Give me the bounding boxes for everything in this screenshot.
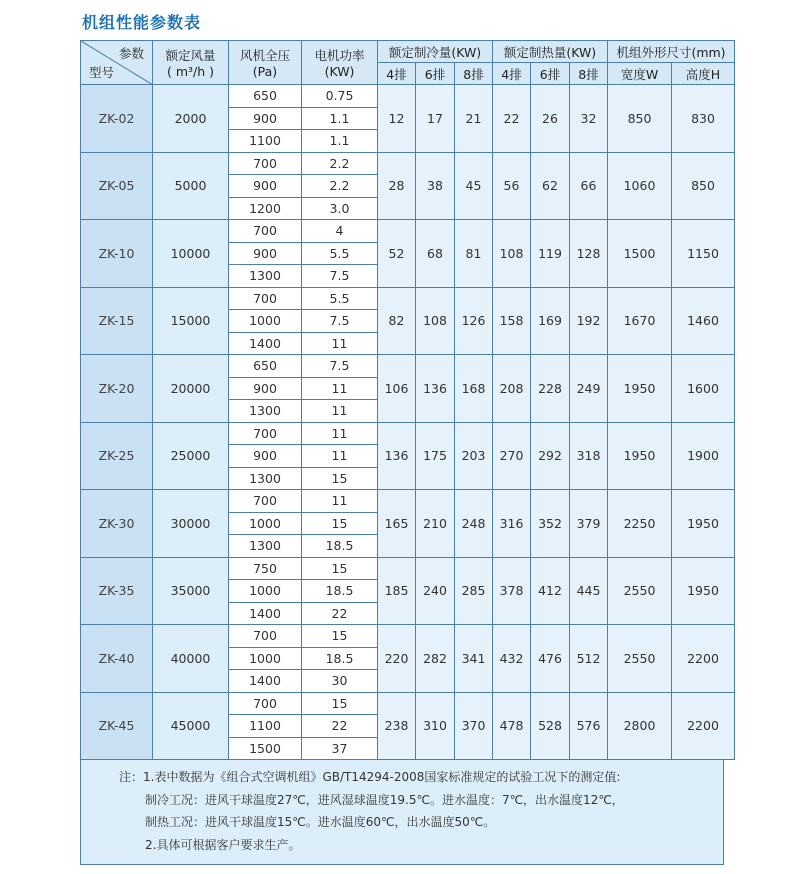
heating-cell: 318: [570, 422, 608, 490]
airflow-cell: 40000: [153, 625, 229, 693]
header-heating-4rows: 4排: [493, 63, 531, 85]
cooling-cell: 81: [455, 220, 493, 288]
motor-power-cell: 1.1: [302, 130, 378, 153]
cooling-cell: 341: [455, 625, 493, 693]
heating-cell: 379: [570, 490, 608, 558]
heating-cell: 270: [493, 422, 531, 490]
header-pressure: [229, 41, 302, 85]
header-heating-6rows: 6排: [531, 63, 570, 85]
height-cell: 2200: [672, 625, 735, 693]
cooling-cell: 238: [378, 692, 416, 760]
height-cell: 850: [672, 152, 735, 220]
motor-power-cell: 37: [302, 737, 378, 760]
note-line-1: 注：1.表中数据为《组合式空调机组》GB/T14294-2008国家标准规定的试验工况下的测定值:: [119, 770, 621, 784]
airflow-cell: 2000: [153, 85, 229, 153]
pressure-cell: 1400: [229, 332, 302, 355]
cooling-cell: 45: [455, 152, 493, 220]
pressure-cell: 1300: [229, 467, 302, 490]
heating-cell: 56: [493, 152, 531, 220]
heating-cell: 378: [493, 557, 531, 625]
cooling-cell: 185: [378, 557, 416, 625]
pressure-cell: 700: [229, 490, 302, 513]
pressure-cell: 1100: [229, 130, 302, 153]
header-motor-label: 电机功率: [314, 48, 365, 63]
motor-power-cell: 11: [302, 332, 378, 355]
cooling-cell: 106: [378, 355, 416, 423]
cooling-cell: 220: [378, 625, 416, 693]
heating-cell: 128: [570, 220, 608, 288]
motor-power-cell: 11: [302, 377, 378, 400]
height-cell: 1900: [672, 422, 735, 490]
width-cell: 1500: [608, 220, 672, 288]
heating-cell: 528: [531, 692, 570, 760]
cooling-cell: 240: [416, 557, 455, 625]
heating-cell: 576: [570, 692, 608, 760]
header-pressure-label: 风机全压: [239, 48, 290, 63]
width-cell: 1950: [608, 422, 672, 490]
heating-cell: 412: [531, 557, 570, 625]
pressure-cell: 1500: [229, 737, 302, 760]
pressure-cell: 1000: [229, 310, 302, 333]
width-cell: 1060: [608, 152, 672, 220]
pressure-cell: 900: [229, 175, 302, 198]
table-row: [81, 625, 735, 648]
header-dimension: 机组外形尺寸(mm): [608, 41, 735, 63]
heating-cell: 445: [570, 557, 608, 625]
model-cell: ZK-15: [81, 287, 153, 355]
cooling-cell: 248: [455, 490, 493, 558]
corner-label-model: 型号: [89, 65, 115, 80]
motor-power-cell: 30: [302, 670, 378, 693]
table-row: [81, 422, 735, 445]
table-row: [81, 152, 735, 175]
heating-cell: 22: [493, 85, 531, 153]
width-cell: 1670: [608, 287, 672, 355]
model-cell: ZK-20: [81, 355, 153, 423]
airflow-cell: 30000: [153, 490, 229, 558]
height-cell: 1950: [672, 490, 735, 558]
motor-power-cell: 2.2: [302, 152, 378, 175]
table-row: [81, 220, 735, 243]
table-header: [81, 41, 735, 85]
pressure-cell: 700: [229, 220, 302, 243]
motor-power-cell: 11: [302, 445, 378, 468]
heating-cell: 352: [531, 490, 570, 558]
model-cell: ZK-02: [81, 85, 153, 153]
cooling-cell: 21: [455, 85, 493, 153]
heating-cell: 108: [493, 220, 531, 288]
motor-power-cell: 15: [302, 692, 378, 715]
heating-cell: 432: [493, 625, 531, 693]
heating-cell: 208: [493, 355, 531, 423]
height-cell: 1460: [672, 287, 735, 355]
motor-power-cell: 22: [302, 715, 378, 738]
airflow-cell: 45000: [153, 692, 229, 760]
spec-table: [80, 40, 735, 760]
heating-cell: 169: [531, 287, 570, 355]
motor-power-cell: 0.75: [302, 85, 378, 108]
cooling-cell: 126: [455, 287, 493, 355]
header-motor: [302, 41, 378, 85]
motor-power-cell: 3.0: [302, 197, 378, 220]
header-cooling-6rows: 6排: [416, 63, 455, 85]
heating-cell: 158: [493, 287, 531, 355]
motor-power-cell: 15: [302, 467, 378, 490]
pressure-cell: 900: [229, 377, 302, 400]
motor-power-cell: 18.5: [302, 535, 378, 558]
note-line-2: 制冷工况：进风干球温度27℃，进风湿球温度19.5℃。进水温度：7℃，出水温度12℃，: [145, 792, 624, 807]
pressure-cell: 700: [229, 287, 302, 310]
heating-cell: 478: [493, 692, 531, 760]
heating-cell: 476: [531, 625, 570, 693]
height-cell: 1150: [672, 220, 735, 288]
cooling-cell: 310: [416, 692, 455, 760]
cooling-cell: 175: [416, 422, 455, 490]
heating-cell: 66: [570, 152, 608, 220]
height-cell: 1950: [672, 557, 735, 625]
table-row: [81, 490, 735, 513]
pressure-cell: 1300: [229, 400, 302, 423]
airflow-cell: 5000: [153, 152, 229, 220]
heating-cell: 62: [531, 152, 570, 220]
heating-cell: 32: [570, 85, 608, 153]
heating-cell: 512: [570, 625, 608, 693]
page-title: 机组性能参数表: [82, 13, 202, 32]
header-pressure-unit: (Pa): [252, 64, 278, 79]
header-airflow: [153, 41, 229, 85]
motor-power-cell: 11: [302, 490, 378, 513]
header-motor-unit: (KW): [324, 64, 355, 79]
heating-cell: 192: [570, 287, 608, 355]
notes-section: [80, 760, 724, 865]
pressure-cell: 700: [229, 692, 302, 715]
header-airflow-unit: ( m³/h ): [166, 64, 215, 79]
pressure-cell: 900: [229, 445, 302, 468]
heating-cell: 228: [531, 355, 570, 423]
cooling-cell: 210: [416, 490, 455, 558]
table-row: [81, 557, 735, 580]
heating-cell: 316: [493, 490, 531, 558]
motor-power-cell: 15: [302, 512, 378, 535]
pressure-cell: 700: [229, 152, 302, 175]
header-cooling: 额定制冷量(KW): [378, 41, 493, 63]
pressure-cell: 1400: [229, 670, 302, 693]
cooling-cell: 68: [416, 220, 455, 288]
width-cell: 1950: [608, 355, 672, 423]
cooling-cell: 28: [378, 152, 416, 220]
header-airflow-label: 额定风量: [165, 48, 216, 63]
width-cell: 2550: [608, 557, 672, 625]
cooling-cell: 203: [455, 422, 493, 490]
motor-power-cell: 7.5: [302, 355, 378, 378]
note-line-4: 2.具体可根据客户要求生产。: [145, 837, 301, 852]
model-cell: ZK-45: [81, 692, 153, 760]
pressure-cell: 750: [229, 557, 302, 580]
motor-power-cell: 4: [302, 220, 378, 243]
airflow-cell: 15000: [153, 287, 229, 355]
cooling-cell: 165: [378, 490, 416, 558]
heating-cell: 119: [531, 220, 570, 288]
cooling-cell: 282: [416, 625, 455, 693]
cooling-cell: 52: [378, 220, 416, 288]
model-cell: ZK-40: [81, 625, 153, 693]
header-height: 高度H: [672, 63, 735, 85]
cooling-cell: 370: [455, 692, 493, 760]
cooling-cell: 17: [416, 85, 455, 153]
model-cell: ZK-30: [81, 490, 153, 558]
width-cell: 2800: [608, 692, 672, 760]
airflow-cell: 25000: [153, 422, 229, 490]
motor-power-cell: 5.5: [302, 287, 378, 310]
pressure-cell: 1100: [229, 715, 302, 738]
airflow-cell: 10000: [153, 220, 229, 288]
cooling-cell: 285: [455, 557, 493, 625]
pressure-cell: 900: [229, 107, 302, 130]
motor-power-cell: 22: [302, 602, 378, 625]
header-heating: 额定制热量(KW): [493, 41, 608, 63]
note-line-3: 制热工况：进风干球温度15℃。进水温度60℃，出水温度50℃。: [145, 815, 496, 829]
pressure-cell: 1000: [229, 580, 302, 603]
width-cell: 2250: [608, 490, 672, 558]
airflow-cell: 35000: [153, 557, 229, 625]
pressure-cell: 700: [229, 422, 302, 445]
height-cell: 2200: [672, 692, 735, 760]
table-row: [81, 355, 735, 378]
model-cell: ZK-35: [81, 557, 153, 625]
cooling-cell: 38: [416, 152, 455, 220]
heating-cell: 292: [531, 422, 570, 490]
model-cell: ZK-10: [81, 220, 153, 288]
table-row: [81, 85, 735, 108]
height-cell: 1600: [672, 355, 735, 423]
cooling-cell: 108: [416, 287, 455, 355]
width-cell: 850: [608, 85, 672, 153]
corner-label-params: 参数: [118, 46, 144, 61]
heating-cell: 249: [570, 355, 608, 423]
pressure-cell: 700: [229, 625, 302, 648]
model-cell: ZK-05: [81, 152, 153, 220]
motor-power-cell: 11: [302, 422, 378, 445]
pressure-cell: 1400: [229, 602, 302, 625]
motor-power-cell: 15: [302, 557, 378, 580]
model-cell: ZK-25: [81, 422, 153, 490]
pressure-cell: 1000: [229, 647, 302, 670]
motor-power-cell: 15: [302, 625, 378, 648]
motor-power-cell: 1.1: [302, 107, 378, 130]
table-row: [81, 287, 735, 310]
motor-power-cell: 7.5: [302, 310, 378, 333]
cooling-cell: 168: [455, 355, 493, 423]
corner-header-cell: [81, 41, 153, 85]
header-cooling-4rows: 4排: [378, 63, 416, 85]
header-cooling-8rows: 8排: [455, 63, 493, 85]
header-heating-8rows: 8排: [570, 63, 608, 85]
pressure-cell: 900: [229, 242, 302, 265]
motor-power-cell: 18.5: [302, 647, 378, 670]
table-row: [81, 692, 735, 715]
header-width: 宽度W: [608, 63, 672, 85]
cooling-cell: 82: [378, 287, 416, 355]
pressure-cell: 1200: [229, 197, 302, 220]
cooling-cell: 136: [416, 355, 455, 423]
motor-power-cell: 5.5: [302, 242, 378, 265]
pressure-cell: 650: [229, 85, 302, 108]
cooling-cell: 12: [378, 85, 416, 153]
motor-power-cell: 7.5: [302, 265, 378, 288]
pressure-cell: 650: [229, 355, 302, 378]
motor-power-cell: 2.2: [302, 175, 378, 198]
spec-table-container: [80, 40, 724, 865]
motor-power-cell: 11: [302, 400, 378, 423]
pressure-cell: 1000: [229, 512, 302, 535]
pressure-cell: 1300: [229, 265, 302, 288]
motor-power-cell: 18.5: [302, 580, 378, 603]
pressure-cell: 1300: [229, 535, 302, 558]
table-body: [81, 85, 735, 760]
airflow-cell: 20000: [153, 355, 229, 423]
width-cell: 2550: [608, 625, 672, 693]
height-cell: 830: [672, 85, 735, 153]
heating-cell: 26: [531, 85, 570, 153]
cooling-cell: 136: [378, 422, 416, 490]
